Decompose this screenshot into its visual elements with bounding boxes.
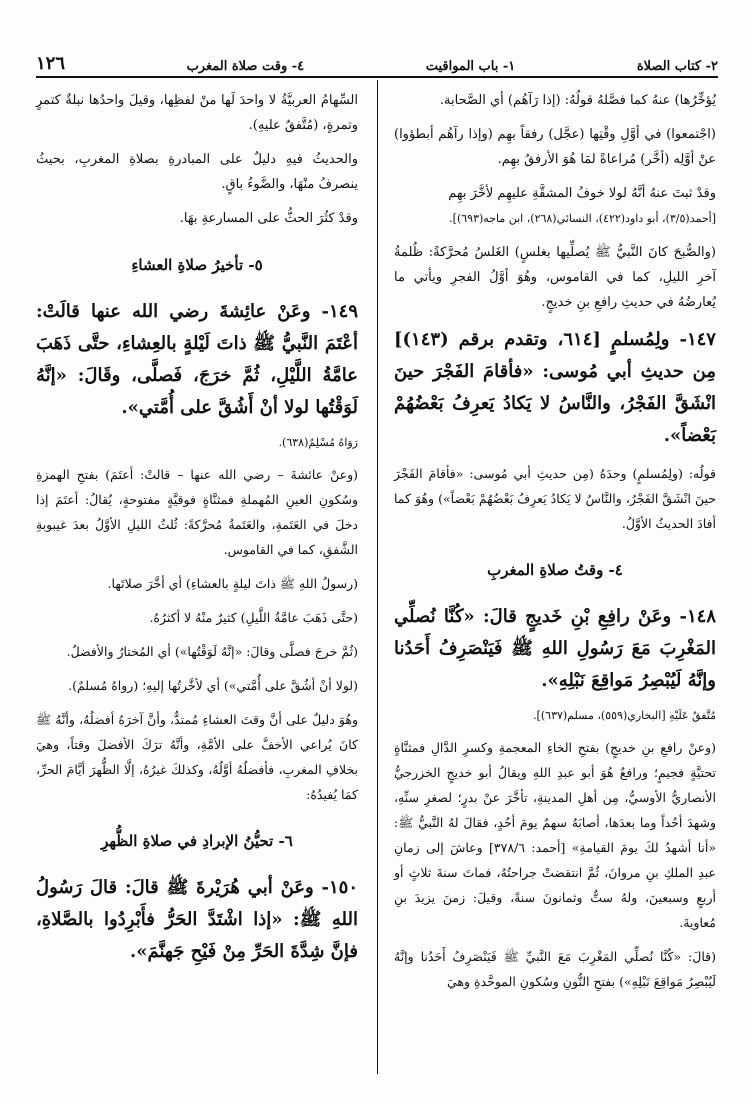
paragraph (394, 181, 716, 231)
running-header (36, 48, 718, 74)
commentary: (وعنْ رافعِ بنِ خديجٍ) بفتحِ الخاءِ المعجمةِ وكسرِ الدَّالِ فمثنَّاةٍ تحتيَّةٍ فجيمٍ؛ ورافعٌ هُوَ أبو عبدِ اللهِ ويقالُ أبو خديجٍ الخزرجيُّ الأنصاريُّ الأوسيُّ، مِن أهلِ المدينةِ، تأخَّرَ عنْ بدرٍ؛ لصغرِ سنِّهِ، وشهدَ أحُداً وما بعدَها، أصابَهُ سهمٌ يومَ أحُدٍ، فقالَ لهُ النَّبيُّ ﷺ: «أنا أشهدُ لكَ يومَ القيامةِ» [أحمد: ٣٧٨/٦] وعاشَ إلى زمانِ عبدِ الملكِ بنِ مروانَ، ثُمَّ انتقضتْ جراحتُهُ، فماتَ سنةَ ثلاثٍ أو أربعٍ وسبعينَ، ولهُ ستٌّ وثمانونَ سنةً، وقيلَ: زمنَ يزيدَ بنِ مُعاويةَ. (394, 740, 717, 930)
citation: مُتَّفقٌ عَلَيْهِ [البخاري(٥٥٩)، مسلم(٦٣٧)]. (533, 709, 716, 722)
right-column (394, 88, 716, 1003)
page-number: ١٢٦ (36, 53, 66, 74)
paragraph: (اجْتمعوا) في أوَّلِ وقْتِها (عجَّل) رفقاً بهِم (وإذا رآهُم أبطؤوا) عنْ أوَّلِه (أخَّر) مُراعاةً لمَا هُوَ الأرفقُ بهِم. (394, 127, 716, 167)
paragraph: وقدْ كثُرَ الحثُّ على المسارعةِ بهَا. (179, 211, 358, 226)
commentary: (قالَ: «كُنَّا نُصلِّي المَغْرِبَ مَعَ النَّبيِّ ﷺ فَيَنْصَرِفُ أَحَدُنا وإنَّهُ لَيُبْصِرُ مَواقِعَ نَبْلِهِ») بفتحِ النُّونِ وسُكونِ الموحَّدةِ وهيَ (394, 949, 716, 989)
header-book-title: ٢- كتاب الصلاة (636, 59, 718, 74)
commentary: (لولا أنْ أشُقَّ على أُمَّتي») أي لأخَّرتُها إليهِ؛ (رواهُ مُسلمٌ). (68, 678, 358, 693)
commentary: (حتَّى ذَهَبَ عامَّةُ اللَّيلِ) كثيرٌ منْهُ لا أكثرُهُ. (149, 610, 358, 625)
section-heading: ٤- وقتُ صلاةِ المغربِ (487, 561, 623, 579)
citation: رَوَاهُ مُسْلِمٌ(٦٣٨). (278, 436, 358, 449)
commentary: (ثُمَّ خرجَ فصلَّى وقالَ: «إنَّهُ لَوَقْتُها») أي المُختارُ والأفضلُ. (66, 644, 358, 659)
hadith-149: ١٤٩- وعَنْ عائِشةَ رضي الله عنها قالَتْ: أعْتَمَ النَّبيُّ ﷺ ذاتَ لَيْلةٍ بالعِشاءِ، حتَّى ذَهَبَ عامَّةُ اللَّيْلِ، ثُمَّ خرَجَ، فَصلَّى، وقَالَ: «إنَّهُ لَوَقْتُها لولا أنْ أَشُقَّ على أُمَّتي». (36, 301, 358, 418)
paragraph: (والصُّبحَ كانَ النَّبيُّ ﷺ يُصلِّيها بغلسٍ) الغَلسُ مُحرَّكةً: ظُلمةُ آخرِ الليلِ، كما في القاموس، وهُوَ أوَّلُ الفجرِ ويأتي ما يُعارضُهُ في حديثِ رافعِ بنِ خديجٍ. (394, 245, 716, 310)
hadith-150: ١٥٠- وعَنْ أبي هُرَيْرةَ ﷺ قالَ: قالَ رَسُولُ اللهِ ﷺ: «إذا اشْتَدَّ الحَرُّ فأَبْرِدُوا بالصَّلاةِ، فإنَّ شِدَّةَ الحَرِّ مِنْ فَيْحِ جَهنَّمَ». (36, 877, 358, 962)
paragraph-text: وقدْ ثبتَ عنهُ أنَّهُ لولا خوفُ المشقَّةِ عليهِم لأخَّرَ بهِم (448, 186, 716, 201)
left-column (36, 88, 358, 977)
commentary: قولُه: (ولِمُسلمٍ) وحدَهُ (مِن حديثِ أبي مُوسى: «فأقامَ الفَجْرَ حينَ انْشَقَّ الفَجْرُ، والنَّاسُ لا يَكادُ يَعرِفُ بَعْضُهُمْ بَعْضاً») وهُوَ كما أفادَ الحديثُ الأوَّلُ. (394, 466, 716, 531)
hadith-147: ١٤٧- ولِمُسلمٍ [٦١٤، وتقدم برقم (١٤٣)] مِن حديثِ أبي مُوسى: «فأقامَ الفَجْرَ حينَ انْشَقَّ الفَجْرُ، والنَّاسُ لا يَكادُ يَعرِفُ بَعْضُهُمْ بَعْضاً». (394, 329, 716, 446)
citation: [أحمد(٣/٥)، أبو داود(٤٢٢)، النسائي(٢٦٨)، ابن ماجه(٦٩٣)]. (449, 212, 716, 225)
paragraph: يُؤخِّرُها) عنهُ كما فصَّلهُ قولُهُ: (إذا رَآهُم) أي الصَّحابة. (439, 93, 716, 108)
section-heading: ٦- تحيُّنُ الإبرادِ في صلاةِ الظُّهرِ (101, 832, 293, 850)
section-heading: ٥- تأخيرُ صلاةِ العشاءِ (131, 256, 263, 274)
commentary: وهُوَ دليلٌ على أنَّ وقتَ العشاءِ مُمتدٌّ، وأنَّ آخرَهُ أفضلُهُ، وأنَّهُ ﷺ كانَ يُراعي الأخفَّ على الأمَّةِ، وأنَّهُ ترَكَ الأفضلَ وقتاً، وهيَ بخلافِ المغربِ، فأفضلُهُ أوَّلُهُ، وكذلكَ غيرُهُ، إلَّا الظُّهرَ أيَّامَ الحرِّ، كمَا يُفيدُهُ: (36, 712, 358, 802)
hadith-148: ١٤٨- وعَنْ رافِعِ بْنِ خَديجٍ قالَ: «كُنَّا نُصلِّي المَغْرِبَ مَعَ رَسُولِ اللهِ ﷺ فَيَنْصَرِفُ أَحَدُنا وإنَّهُ لَيُبْصِرُ مَواقِعَ نَبْلِهِ». (394, 606, 716, 691)
paragraph: السِّهامُ العربيَّةُ لا واحدَ لَها منْ لفظِها، وقيلَ واحدُها نبلةٌ كتمرٍ وتمرةٍ، (مُتَّفقٌ عليهِ). (36, 93, 358, 133)
paragraph: والحديثُ فيهِ دليلٌ على المبادرةِ بصلاةِ المغربِ، بحيثُ ينصرفُ منْهَا، والضَّوءُ باقٍ. (36, 152, 358, 192)
header-chapter-title: ١- باب المواقيت (425, 59, 516, 74)
commentary: (رسولُ اللهِ ﷺ ذاتَ ليلةٍ بالعشاءِ) أي أخَّرَ صلاتَها. (107, 576, 358, 591)
commentary: (وعنْ عائشةَ – رضي الله عنها – قالتْ: أعتَمَ) بفتحِ الهمزةِ وسُكونِ العينِ المُهملةِ فمثنَّاةٍ فوقيَّةٍ مفتوحةٍ، يُقالُ: أعتَمَ إذا دخلَ في العَتَمةِ، والعَتَمةُ مُحرَّكةً: ثُلثُ الليلِ الأوَّلُ بعدَ غيبوبةِ الشَّفقِ، كما في القاموس. (36, 467, 358, 557)
header-divider (36, 76, 718, 78)
header-section-title: ٤- وقت صلاة المغرب (186, 59, 305, 74)
column-divider (377, 80, 378, 1074)
